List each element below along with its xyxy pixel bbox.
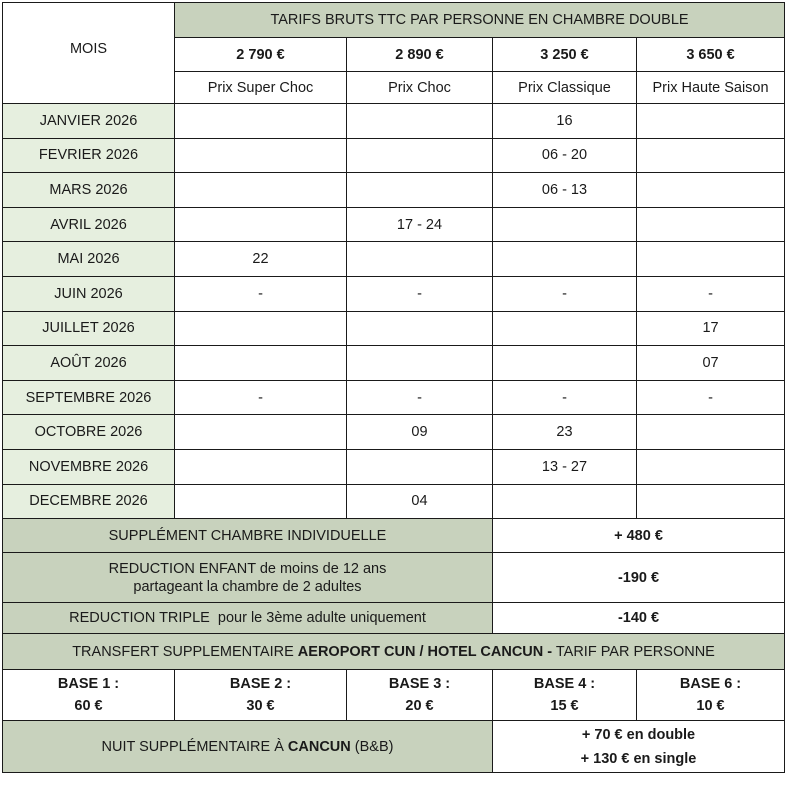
transfer-route: AEROPORT CUN / HOTEL CANCUN - (297, 643, 553, 660)
month-row (3, 138, 785, 173)
month-row (3, 449, 785, 484)
month-cell: - (493, 276, 637, 311)
month-cell (175, 346, 347, 381)
month-cell (347, 311, 493, 346)
night-value (493, 721, 785, 773)
month-row (3, 276, 785, 311)
month-cell: 17 (637, 311, 785, 346)
tariff-table (2, 2, 785, 773)
month-row (3, 380, 785, 415)
month-cell (637, 138, 785, 173)
month-row (3, 311, 785, 346)
base-3 (347, 670, 493, 721)
tariff-title: TARIFS BRUTS TTC PAR PERSONNE EN CHAMBRE DOUBLE (175, 3, 785, 38)
month-name: AVRIL 2026 (3, 207, 175, 242)
month-name: JUIN 2026 (3, 276, 175, 311)
month-name: DECEMBRE 2026 (3, 484, 175, 519)
month-cell (637, 207, 785, 242)
night-label (3, 721, 493, 773)
reduction-triple-value: -140 € (493, 603, 785, 634)
month-cell (493, 484, 637, 519)
month-name: JUILLET 2026 (3, 311, 175, 346)
base-4-label: BASE 4 : (533, 676, 596, 693)
month-cell: 04 (347, 484, 493, 519)
base-3-label: BASE 3 : (388, 676, 451, 693)
base-6 (637, 670, 785, 721)
base-1 (3, 670, 175, 721)
months-body (3, 104, 785, 519)
month-cell (175, 173, 347, 208)
mois-header: MOIS (3, 3, 175, 104)
month-cell: 09 (347, 415, 493, 450)
month-cell (347, 138, 493, 173)
price-classique: 3 250 € (493, 38, 637, 72)
month-cell: - (175, 380, 347, 415)
month-name: OCTOBRE 2026 (3, 415, 175, 450)
month-cell: - (493, 380, 637, 415)
month-cell: - (347, 380, 493, 415)
month-cell: - (637, 380, 785, 415)
month-name: NOVEMBRE 2026 (3, 449, 175, 484)
reduction-enfant-label (3, 553, 493, 603)
night-prefix: NUIT SUPPLÉMENTAIRE À (101, 738, 288, 755)
month-cell (347, 346, 493, 381)
month-name: MAI 2026 (3, 242, 175, 277)
transfer-title (3, 634, 785, 670)
month-cell (493, 207, 637, 242)
month-name: FEVRIER 2026 (3, 138, 175, 173)
night-double: + 70 € en double (581, 726, 696, 743)
month-cell (493, 242, 637, 277)
month-row (3, 484, 785, 519)
transfer-prefix: TRANSFERT SUPPLEMENTAIRE (72, 643, 298, 660)
month-cell: 07 (637, 346, 785, 381)
reduction-enfant-line2: partageant la chambre de 2 adultes (133, 578, 362, 595)
month-row (3, 415, 785, 450)
price-name-choc: Prix Choc (347, 72, 493, 104)
month-cell (175, 415, 347, 450)
month-cell: 06 - 13 (493, 173, 637, 208)
month-cell (493, 346, 637, 381)
month-cell: 17 - 24 (347, 207, 493, 242)
month-row (3, 173, 785, 208)
transfer-suffix: TARIF PAR PERSONNE (552, 643, 715, 660)
month-cell: 23 (493, 415, 637, 450)
price-name-super-choc: Prix Super Choc (175, 72, 347, 104)
base-4-price: 15 € (550, 698, 579, 715)
price-choc: 2 890 € (347, 38, 493, 72)
month-name: AOÛT 2026 (3, 346, 175, 381)
supplement-value: + 480 € (493, 519, 785, 553)
month-cell (637, 104, 785, 139)
month-cell (637, 484, 785, 519)
month-cell: 22 (175, 242, 347, 277)
tariff-body (3, 3, 785, 104)
extras-body (3, 519, 785, 773)
base-6-label: BASE 6 : (679, 676, 742, 693)
month-cell (347, 242, 493, 277)
month-cell (175, 311, 347, 346)
month-cell (175, 449, 347, 484)
month-name: SEPTEMBRE 2026 (3, 380, 175, 415)
night-single: + 130 € en single (580, 750, 697, 767)
month-cell: - (637, 276, 785, 311)
month-cell (637, 449, 785, 484)
month-cell (175, 104, 347, 139)
month-name: MARS 2026 (3, 173, 175, 208)
month-cell (493, 311, 637, 346)
month-cell (637, 415, 785, 450)
base-4 (493, 670, 637, 721)
month-cell: 13 - 27 (493, 449, 637, 484)
month-cell (347, 449, 493, 484)
month-row (3, 346, 785, 381)
reduction-enfant-value: -190 € (493, 553, 785, 603)
price-name-classique: Prix Classique (493, 72, 637, 104)
month-cell (637, 173, 785, 208)
base-2-price: 30 € (246, 698, 275, 715)
night-suffix: (B&B) (350, 738, 394, 755)
base-1-price: 60 € (74, 698, 103, 715)
month-name: JANVIER 2026 (3, 104, 175, 139)
month-cell (175, 207, 347, 242)
price-super-choc: 2 790 € (175, 38, 347, 72)
reduction-triple-label: REDUCTION TRIPLE pour le 3ème adulte uniquement (3, 603, 493, 634)
month-cell: - (347, 276, 493, 311)
month-cell (175, 138, 347, 173)
month-cell (637, 242, 785, 277)
base-3-price: 20 € (405, 698, 434, 715)
month-cell: 16 (493, 104, 637, 139)
price-name-haute-saison: Prix Haute Saison (637, 72, 785, 104)
price-haute-saison: 3 650 € (637, 38, 785, 72)
month-row (3, 242, 785, 277)
month-cell (347, 104, 493, 139)
base-2 (175, 670, 347, 721)
month-cell (175, 484, 347, 519)
night-city: CANCUN (287, 738, 351, 755)
base-1-label: BASE 1 : (57, 676, 120, 693)
base-2-label: BASE 2 : (229, 676, 292, 693)
supplement-label: SUPPLÉMENT CHAMBRE INDIVIDUELLE (3, 519, 493, 553)
base-6-price: 10 € (696, 698, 725, 715)
month-cell: - (175, 276, 347, 311)
month-row (3, 207, 785, 242)
month-row (3, 104, 785, 139)
reduction-enfant-line1: REDUCTION ENFANT de moins de 12 ans (108, 560, 387, 577)
month-cell: 06 - 20 (493, 138, 637, 173)
month-cell (347, 173, 493, 208)
